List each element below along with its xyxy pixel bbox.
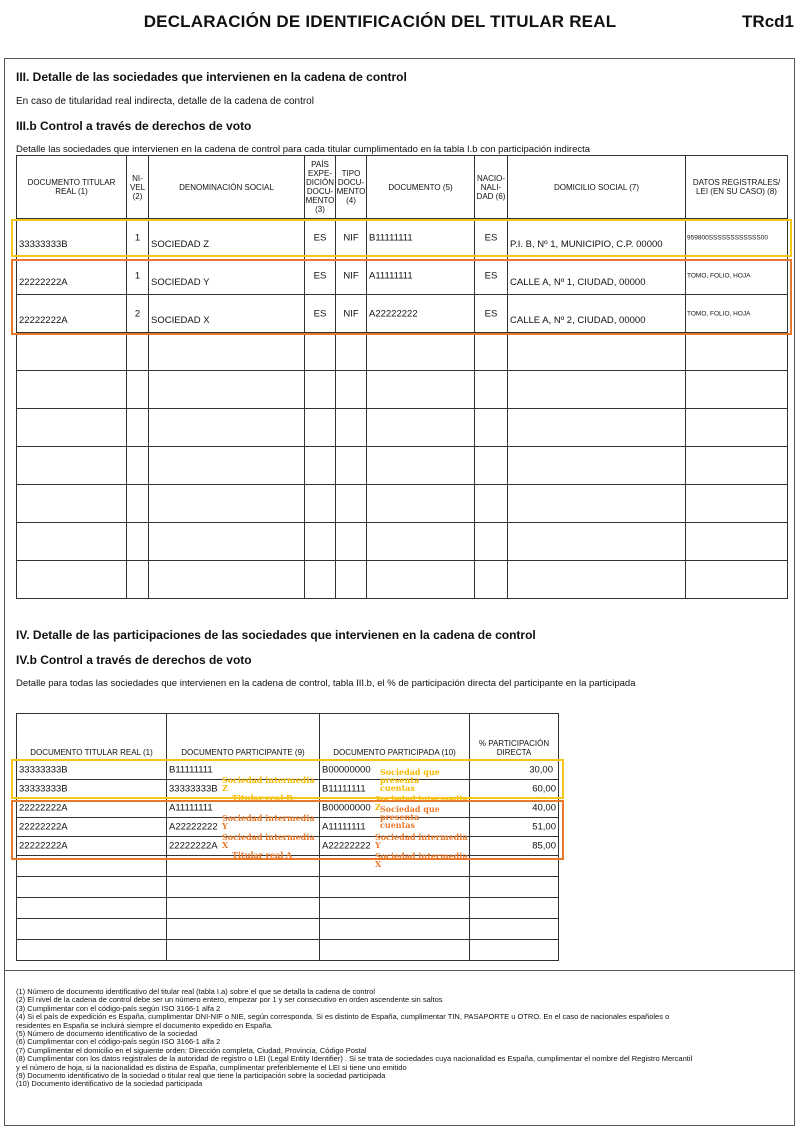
cell-doc: 22222222A — [19, 821, 68, 833]
cell-pct: 30,00 — [529, 764, 553, 776]
footnote: (4) Si el país de expedición es España, cumplimentar DNI-NIF o NIE, según corresponda. Si es distinto de España, cumplimentar TIN, PASAPORTE u OTRO. En el caso de nacionales españoles o — [16, 1012, 670, 1022]
cell-participante: 33333333B — [169, 783, 218, 795]
col-header: PAÍS EXPE-DICIÓN DOCU-MENTO (3) — [305, 156, 336, 219]
cell-pais: ES — [313, 308, 327, 319]
empty-row — [17, 523, 788, 561]
cell-participada: B00000000 — [322, 764, 371, 776]
annotation-note: Titular real B — [232, 793, 293, 803]
annotation-note: Sociedad intermedia Z — [222, 775, 315, 793]
participation-table — [16, 713, 559, 961]
cell-participante: A22222222 — [169, 821, 218, 833]
cell-doc: 33333333B — [19, 783, 68, 795]
col-header: DOCUMENTO (5) — [367, 156, 475, 219]
cell-documento: A22222222 — [369, 308, 418, 319]
table-row — [17, 761, 559, 780]
col-header: NI-VEL (2) — [127, 156, 149, 219]
col-header: % PARTICIPACIÓN DIRECTA — [470, 714, 559, 761]
annotation-note: Sociedad que presenta cuentas — [380, 804, 440, 830]
annotation-note: Sociedad que presenta cuentas — [380, 767, 440, 793]
section3-description: Detalle las sociedades que intervienen en la cadena de control para cada titular cumplimentado en la tabla I.b con participación indirecta — [16, 144, 591, 155]
cell-doc: 22222222A — [19, 802, 68, 814]
footnote: residentes en España se incluirá siempre el documento expedido en España. — [16, 1020, 273, 1030]
table-row — [17, 219, 788, 257]
annotation-note: Sociedad intermedia Y — [375, 832, 468, 850]
page-title: DECLARACIÓN DE IDENTIFICACIÓN DEL TITULAR REAL — [143, 12, 617, 31]
annotation-note: Sociedad intermedia Z — [375, 794, 468, 812]
footnote: (9) Documento identificativo de la sociedad o titular real que tiene la participación sobre la sociedad participada — [16, 1071, 386, 1081]
cell-nivel: 2 — [134, 308, 141, 319]
table-header-row — [17, 714, 559, 761]
empty-row — [17, 877, 559, 898]
empty-row — [17, 333, 788, 371]
col-header: NACIO-NALI-DAD (6) — [475, 156, 508, 219]
empty-row — [17, 561, 788, 599]
cell-tipo: NIF — [343, 270, 359, 281]
control-chain-table — [16, 155, 788, 599]
table-header-row — [17, 156, 788, 219]
empty-row — [17, 919, 559, 940]
cell-pais: ES — [313, 232, 327, 243]
cell-participante: 22222222A — [169, 840, 218, 852]
empty-row — [17, 940, 559, 961]
cell-tipo: NIF — [343, 232, 359, 243]
empty-row — [17, 371, 788, 409]
cell-nacionalidad: ES — [484, 270, 498, 281]
cell-registro: TOMO, FOLIO, HOJA — [687, 272, 751, 279]
cell-tipo: NIF — [343, 308, 359, 319]
section3-subheading: III.b Control a través de derechos de voto — [16, 119, 252, 133]
cell-pais: ES — [313, 270, 327, 281]
col-header: DOCUMENTO PARTICIPANTE (9) — [167, 714, 320, 761]
col-header: TIPO DOCU-MENTO (4) — [336, 156, 367, 219]
section3-heading: III. Detalle de las sociedades que intervienen en la cadena de control — [16, 70, 407, 84]
annotation-note: Sociedad intermedia X — [375, 851, 468, 869]
cell-pct: 60,00 — [532, 783, 556, 795]
section3-intro: En caso de titularidad real indirecta, detalle de la cadena de control — [16, 96, 314, 107]
cell-denominacion: SOCIEDAD Y — [151, 276, 210, 288]
cell-participada: A22222222 — [322, 840, 371, 852]
cell-documento: A11111111 — [369, 270, 413, 281]
footnote: (3) Cumplimentar con el código-país según ISO 3166-1 alfa 2 — [16, 1003, 221, 1013]
col-header: DENOMINACIÓN SOCIAL — [149, 156, 305, 219]
cell-participada: B00000000 — [322, 802, 371, 814]
footnotes-divider — [4, 970, 795, 971]
cell-pct: 40,00 — [532, 802, 556, 814]
cell-documento: B11111111 — [369, 232, 413, 243]
empty-row — [17, 898, 559, 919]
col-header: DOMICILIO SOCIAL (7) — [508, 156, 686, 219]
footnotes — [16, 988, 776, 1089]
table-row — [17, 295, 788, 333]
footnote: (10) Documento identificativo de la sociedad participada — [16, 1079, 203, 1089]
annotation-note: Sociedad intermedia Y — [222, 813, 315, 831]
footnote: (2) El nivel de la cadena de control debe ser un número entero, empezar por 1 y ser consecutivo en orden ascendente sin saltos — [16, 995, 443, 1005]
footnote: (7) Cumplimentar el domicilio en el siguiente orden: Dirección completa, Ciudad, Provincia, Código Postal — [16, 1045, 367, 1055]
cell-doc: 22222222A — [19, 276, 68, 288]
footnote: (8) Cumplimentar con los datos registrales de la autoridad de registro o LEI (Legal Entity Identifier) . Si se trata de sociedades cuya nacionalidad es España, cumplimentar el nombre del Registro Mercantil — [16, 1054, 693, 1064]
cell-registro: 959800SSSSSSSSSSSS00 — [687, 234, 768, 241]
table-row — [17, 257, 788, 295]
cell-doc: 22222222A — [19, 840, 68, 852]
col-header: DOCUMENTO TITULAR REAL (1) — [17, 156, 127, 219]
annotation-note: Titular real A — [232, 850, 293, 860]
cell-participante: B11111111 — [169, 764, 213, 776]
cell-domicilio: CALLE A, Nº 1, CIUDAD, 00000 — [510, 276, 646, 288]
empty-row — [17, 409, 788, 447]
cell-participante: A11111111 — [169, 802, 213, 814]
cell-registro: TOMO, FOLIO, HOJA — [687, 310, 751, 317]
cell-nacionalidad: ES — [484, 308, 498, 319]
cell-nacionalidad: ES — [484, 232, 498, 243]
empty-row — [17, 485, 788, 523]
cell-domicilio: CALLE A, Nº 2, CIUDAD, 00000 — [510, 314, 646, 326]
cell-participada: A11111111 — [322, 821, 366, 833]
cell-participada: B11111111 — [322, 783, 366, 795]
section4-description: Detalle para todas las sociedades que intervienen en la cadena de control, tabla III.b, el % de participación directa del participante en la participada — [16, 678, 636, 689]
col-header: DOCUMENTO PARTICIPADA (10) — [320, 714, 470, 761]
cell-doc: 22222222A — [19, 314, 68, 326]
cell-domicilio: P.I. B, Nº 1, MUNICIPIO, C.P. 00000 — [510, 238, 663, 250]
cell-nivel: 1 — [134, 232, 141, 243]
cell-denominacion: SOCIEDAD Z — [151, 238, 210, 250]
annotation-note: Sociedad intermedia X — [222, 832, 315, 850]
footnote: y el número de hoja, si la nacionalidad es distina de España, cumplimentar preferiblemente el LEI si tiene uno emitido — [16, 1062, 407, 1072]
cell-pct: 51,00 — [532, 821, 556, 833]
cell-doc: 33333333B — [19, 238, 68, 250]
cell-denominacion: SOCIEDAD X — [151, 314, 210, 326]
col-header: DATOS REGISTRALES/ LEI (EN SU CASO) (8) — [686, 156, 788, 219]
empty-row — [17, 447, 788, 485]
footnote: (1) Número de documento identificativo del titular real (tabla I.a) sobre el que se detalla la cadena de control — [16, 987, 375, 996]
footnote: (5) Número de documento identificativo de la sociedad — [16, 1029, 198, 1039]
section4-subheading: IV.b Control a través de derechos de voto — [16, 653, 252, 667]
cell-nivel: 1 — [134, 270, 141, 281]
form-code: TRcd1 — [742, 12, 794, 31]
col-header: DOCUMENTO TITULAR REAL (1) — [17, 714, 167, 761]
cell-doc: 33333333B — [19, 764, 68, 776]
section4-heading: IV. Detalle de las participaciones de las sociedades que intervienen en la cadena de control — [16, 628, 536, 642]
cell-pct: 85,00 — [532, 840, 556, 852]
footnote: (6) Cumplimentar con el código-país según ISO 3166-1 alfa 2 — [16, 1037, 221, 1047]
